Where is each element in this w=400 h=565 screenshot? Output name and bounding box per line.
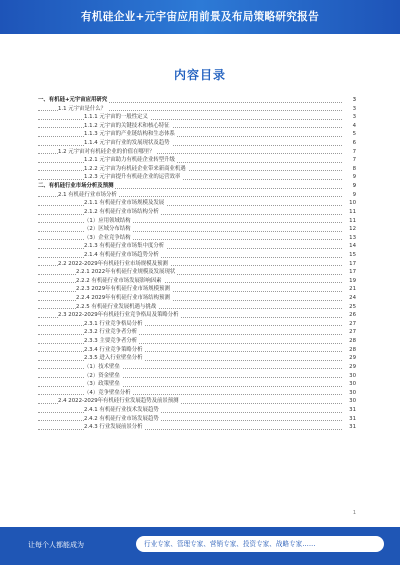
toc-entry-page: 17 — [349, 260, 356, 267]
toc-entry-label: （1）技术壁垒 — [84, 363, 120, 370]
toc-entry-page: 27 — [349, 329, 356, 336]
toc-entry[interactable] — [38, 173, 356, 182]
toc-entry-page: 30 — [349, 398, 356, 405]
toc-entry-page: 8 — [352, 165, 356, 172]
toc-entry[interactable] — [38, 130, 356, 139]
footer-expert-list: 行业专家、管理专家、营销专家、投资专家、战略专家…… — [136, 536, 384, 552]
toc-entry-label: 2.1.2 有机硅行业市场结构分析 — [84, 208, 159, 215]
toc-entry-label: 2.1 有机硅行业市场分析 — [58, 191, 117, 198]
toc-entry[interactable] — [38, 225, 356, 234]
toc-heading: 内容目录 — [173, 68, 226, 82]
toc-entry-label: 2.3 2022-2029年有机硅行业竞争格局及策略分析 — [58, 312, 179, 319]
toc-entry[interactable] — [38, 96, 356, 105]
toc-entry-page: 9 — [352, 183, 356, 190]
toc-entry[interactable] — [38, 406, 356, 415]
toc-entry[interactable] — [38, 389, 356, 398]
toc-entry-page: 7 — [352, 148, 356, 155]
toc-entry-page: 30 — [349, 372, 356, 379]
toc-entry[interactable] — [38, 156, 356, 165]
toc-entry-label: 2.2.3 2029年有机硅行业市场规模预测 — [76, 286, 170, 293]
toc-entry-label: 2.3.1 行业竞争格局分析 — [84, 320, 143, 327]
toc-entry-label: （3）企业竞争结构 — [84, 234, 131, 241]
toc-entry-page: 31 — [349, 415, 356, 422]
toc-entry[interactable] — [38, 242, 356, 251]
toc-entry-label: 2.1.3 有机硅行业市场集中度分析 — [84, 243, 165, 250]
toc-entry-page: 9 — [352, 174, 356, 181]
toc-entry-page: 28 — [349, 346, 356, 353]
toc-entry[interactable] — [38, 260, 356, 269]
toc-entry-label: 二、有机硅行业市场分析及预测 — [38, 183, 114, 190]
toc-entry-label: 2.2.2 有机硅行业市场发展影响因素 — [76, 277, 162, 284]
toc-entry-label: 2.3.5 进入行业壁垒分析 — [84, 355, 143, 362]
toc-entry[interactable] — [38, 294, 356, 303]
toc-entry-page: 6 — [352, 140, 356, 147]
toc-entry[interactable] — [38, 380, 356, 389]
toc-entry-page: 29 — [349, 355, 356, 362]
toc-entry[interactable] — [38, 285, 356, 294]
toc-entry[interactable] — [38, 234, 356, 243]
toc-entry-label: 1.2 元宇宙对有机硅企业的价值在哪里？ — [58, 148, 155, 155]
toc-entry[interactable] — [38, 320, 356, 329]
toc-entry-label: 2.3.4 行业竞争策略分析 — [84, 346, 143, 353]
toc-entry-label: 2.4 2022-2029年有机硅行业发展趋势及前景预测 — [58, 398, 179, 405]
toc-entry-label: 2.4.2 有机硅行业市场发展趋势 — [84, 415, 159, 422]
toc-entry-page: 25 — [349, 303, 356, 310]
toc-entry[interactable] — [38, 208, 356, 217]
table-of-contents — [38, 96, 356, 432]
toc-entry-page: 27 — [349, 320, 356, 327]
toc-entry[interactable] — [38, 191, 356, 200]
toc-entry-page: 31 — [349, 406, 356, 413]
toc-entry[interactable] — [38, 372, 356, 381]
toc-entry-page: 11 — [349, 217, 356, 224]
toc-entry-page: 28 — [349, 338, 356, 345]
toc-entry-label: 1.1.4 元宇宙行业的发展现状及趋势 — [84, 140, 170, 147]
toc-entry-label: （2）区域分布结构 — [84, 226, 131, 233]
toc-entry-label: 2.2.1 2022年有机硅行业规模及发展现状 — [76, 269, 176, 276]
toc-entry-page: 29 — [349, 363, 356, 370]
toc-entry-page: 11 — [349, 208, 356, 215]
toc-entry-label: 1.2.1 元宇宙助力有机硅企业转型升级 — [84, 157, 175, 164]
toc-entry-page: 9 — [352, 191, 356, 198]
toc-entry[interactable] — [38, 113, 356, 122]
toc-entry-page: 5 — [352, 131, 356, 138]
toc-entry-label: 2.1.1 有机硅行业市场规模及发展 — [84, 200, 165, 207]
toc-entry-label: 2.3.2 行业竞争者分析 — [84, 329, 138, 336]
toc-entry[interactable] — [38, 251, 356, 260]
toc-entry[interactable] — [38, 354, 356, 363]
toc-entry-label: （2）资金壁垒 — [84, 372, 120, 379]
footer-banner — [0, 527, 400, 565]
toc-entry-page: 30 — [349, 381, 356, 388]
toc-entry-page: 12 — [349, 226, 356, 233]
toc-entry[interactable] — [38, 165, 356, 174]
toc-entry[interactable] — [38, 328, 356, 337]
toc-entry[interactable] — [38, 415, 356, 424]
toc-entry-page: 3 — [352, 97, 356, 103]
toc-entry[interactable] — [38, 346, 356, 355]
toc-entry-label: 2.2.5 有机硅行业发展机遇与挑战 — [76, 303, 157, 310]
toc-entry-label: 1.2.3 元宇宙提升有机硅企业的运营效率 — [84, 174, 181, 181]
toc-entry-page: 24 — [349, 295, 356, 302]
toc-entry[interactable] — [38, 363, 356, 372]
toc-entry-page: 7 — [352, 157, 356, 164]
toc-entry[interactable] — [38, 122, 356, 131]
toc-entry-label: 2.3.3 主要竞争者分析 — [84, 338, 138, 345]
toc-entry-page: 4 — [352, 122, 356, 129]
toc-entry[interactable] — [38, 217, 356, 226]
toc-entry-label: 2.2 2022-2029年有机硅行业市场规模及预测 — [58, 260, 168, 267]
toc-entry-page: 31 — [349, 424, 356, 431]
toc-entry-label: 1.1.2 元宇宙的关键技术和核心特征 — [84, 122, 170, 129]
toc-entry-label: 1.1 元宇宙是什么？ — [58, 105, 107, 112]
toc-entry[interactable] — [38, 199, 356, 208]
report-title: 有机硅企业+元宇宙应用前景及布局策略研究报告 — [81, 11, 319, 23]
toc-entry-page: 15 — [349, 251, 356, 258]
toc-entry-page: 13 — [349, 234, 356, 241]
toc-entry[interactable] — [38, 337, 356, 346]
page-number: 1 — [352, 510, 356, 516]
toc-entry-label: 1.1.3 元宇宙的产业链结构和生态体系 — [84, 131, 175, 138]
toc-entry[interactable] — [38, 397, 356, 406]
toc-entry-label: 一、有机硅+元宇宙应用研究 — [38, 97, 108, 103]
toc-entry-page: 19 — [349, 277, 356, 284]
toc-entry-page: 3 — [352, 114, 356, 121]
report-title-banner — [0, 0, 400, 34]
toc-entry-label: （3）政策壁垒 — [84, 381, 120, 388]
toc-entry[interactable] — [38, 139, 356, 148]
toc-entry-label: 2.4.3 行业发展前景分析 — [84, 424, 143, 431]
toc-entry[interactable] — [38, 105, 356, 114]
toc-entry-page: 21 — [349, 286, 356, 293]
toc-entry-page: 10 — [349, 200, 356, 207]
toc-entry-page: 14 — [349, 243, 356, 250]
toc-entry-label: 1.2.2 元宇宙为有机硅企业带来新商业机遇 — [84, 165, 186, 172]
toc-entry[interactable] — [38, 182, 356, 191]
footer-slogan: 让每个人都能成为 — [28, 541, 84, 549]
toc-entry-page: 26 — [349, 312, 356, 319]
toc-entry-label: 2.1.4 有机硅行业市场趋势分析 — [84, 251, 159, 258]
toc-entry-label: （1）应用领域结构 — [84, 217, 131, 224]
toc-entry-label: 2.4.1 有机硅行业技术发展趋势 — [84, 406, 159, 413]
toc-entry[interactable] — [38, 148, 356, 157]
toc-entry-label: 2.2.4 2029年有机硅行业市场结构预测 — [76, 295, 170, 302]
toc-entry[interactable] — [38, 311, 356, 320]
toc-entry-page: 17 — [349, 269, 356, 276]
toc-entry-page: 3 — [352, 105, 356, 112]
toc-entry-label: 1.1.1 元宇宙的一般性定义 — [84, 114, 148, 121]
toc-entry[interactable] — [38, 268, 356, 277]
toc-entry-page: 30 — [349, 389, 356, 396]
toc-entry[interactable] — [38, 303, 356, 312]
toc-entry[interactable] — [38, 423, 356, 432]
toc-entry-label: （4）竞争壁垒分析 — [84, 389, 131, 396]
toc-entry[interactable] — [38, 277, 356, 286]
